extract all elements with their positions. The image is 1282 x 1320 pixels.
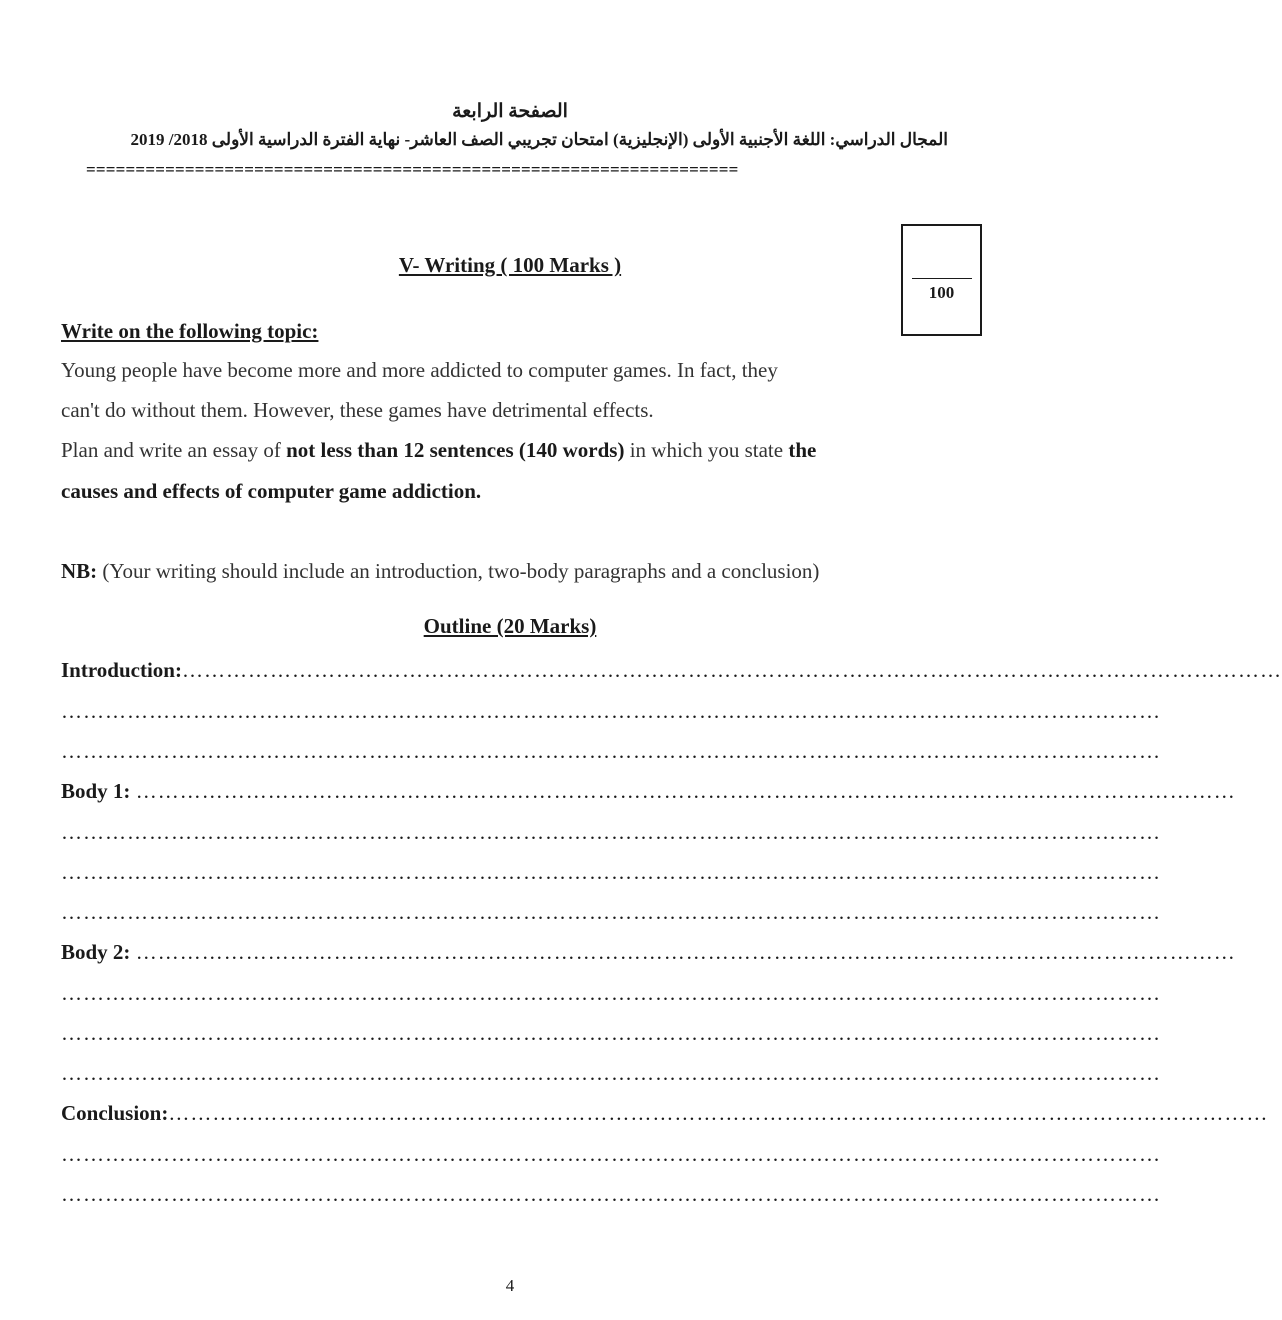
plan-instruction: [61, 438, 816, 463]
outline-title: Outline (20 Marks): [423, 614, 597, 638]
writing-dots: ……………………………………………………………………………………………………………………………………: [61, 900, 1161, 924]
writing-line[interactable]: [61, 981, 1161, 1006]
plan-the: the: [788, 438, 817, 462]
score-line: [912, 278, 972, 279]
topic-line-1: Young people have become more and more addicted to computer games. In fact, they: [61, 358, 778, 382]
note-label: NB:: [61, 559, 98, 583]
note: [61, 559, 819, 584]
note-text: (Your writing should include an introduction, two-body paragraphs and a conclusion): [97, 559, 820, 583]
writing-dots: ……………………………………………………………………………………………………………………………………: [61, 860, 1161, 884]
topic-line-2: can't do without them. However, these games have detrimental effects.: [61, 398, 654, 422]
writing-dots: ……………………………………………………………………………………………………………………………………: [181, 658, 1282, 682]
writing-dots: ……………………………………………………………………………………………………………………………………: [61, 739, 1161, 763]
section-title: V- Writing ( 100 Marks ): [398, 253, 622, 277]
body1-label: Body 1:: [61, 779, 136, 803]
plan-length-requirement: not less than 12 sentences (140 words): [286, 438, 625, 462]
writing-dots: ……………………………………………………………………………………………………………………………………: [135, 940, 1236, 964]
body2-label: Body 2:: [61, 940, 136, 964]
writing-dots: ……………………………………………………………………………………………………………………………………: [168, 1101, 1269, 1125]
arabic-page-title: الصفحة الرابعة: [452, 101, 568, 122]
body1-line[interactable]: [61, 779, 1236, 804]
header-divider: ==================================================================: [86, 160, 739, 179]
introduction-label: Introduction:: [61, 658, 182, 682]
writing-line[interactable]: [61, 1182, 1161, 1207]
writing-line[interactable]: [61, 820, 1161, 845]
conclusion-line[interactable]: [61, 1101, 1269, 1126]
writing-line[interactable]: [61, 739, 1161, 764]
writing-dots: ……………………………………………………………………………………………………………………………………: [61, 699, 1161, 723]
arabic-exam-subtitle: المجال الدراسي: اللغة الأجنبية الأولى (الإنجليزية) امتحان تجريبي الصف العاشر- نهاية الفترة الدراسية الأولى 2018/ 2019: [130, 130, 948, 149]
writing-dots: ……………………………………………………………………………………………………………………………………: [135, 779, 1236, 803]
writing-dots: ……………………………………………………………………………………………………………………………………: [61, 981, 1161, 1005]
score-box: [901, 224, 982, 336]
page-number: 4: [505, 1276, 515, 1295]
writing-dots: ……………………………………………………………………………………………………………………………………: [61, 1061, 1161, 1085]
writing-line[interactable]: [61, 1021, 1161, 1046]
plan-line-2: [61, 479, 481, 504]
introduction-line[interactable]: [61, 658, 1282, 683]
plan-middle: in which you state: [624, 438, 789, 462]
plan-prefix: Plan and write an essay of: [61, 438, 287, 462]
writing-line[interactable]: [61, 860, 1161, 885]
writing-line[interactable]: [61, 1142, 1161, 1167]
plan-topic-focus: causes and effects of computer game addiction.: [61, 479, 482, 503]
topic-heading: Write on the following topic:: [61, 319, 319, 343]
writing-dots: ……………………………………………………………………………………………………………………………………: [61, 1182, 1161, 1206]
writing-line[interactable]: [61, 900, 1161, 925]
body2-line[interactable]: [61, 940, 1236, 965]
writing-line[interactable]: [61, 1061, 1161, 1086]
writing-dots: ……………………………………………………………………………………………………………………………………: [61, 1142, 1161, 1166]
conclusion-label: Conclusion:: [61, 1101, 169, 1125]
score-total: 100: [928, 283, 955, 302]
writing-dots: ……………………………………………………………………………………………………………………………………: [61, 820, 1161, 844]
writing-dots: ……………………………………………………………………………………………………………………………………: [61, 1021, 1161, 1045]
writing-line[interactable]: [61, 699, 1161, 724]
